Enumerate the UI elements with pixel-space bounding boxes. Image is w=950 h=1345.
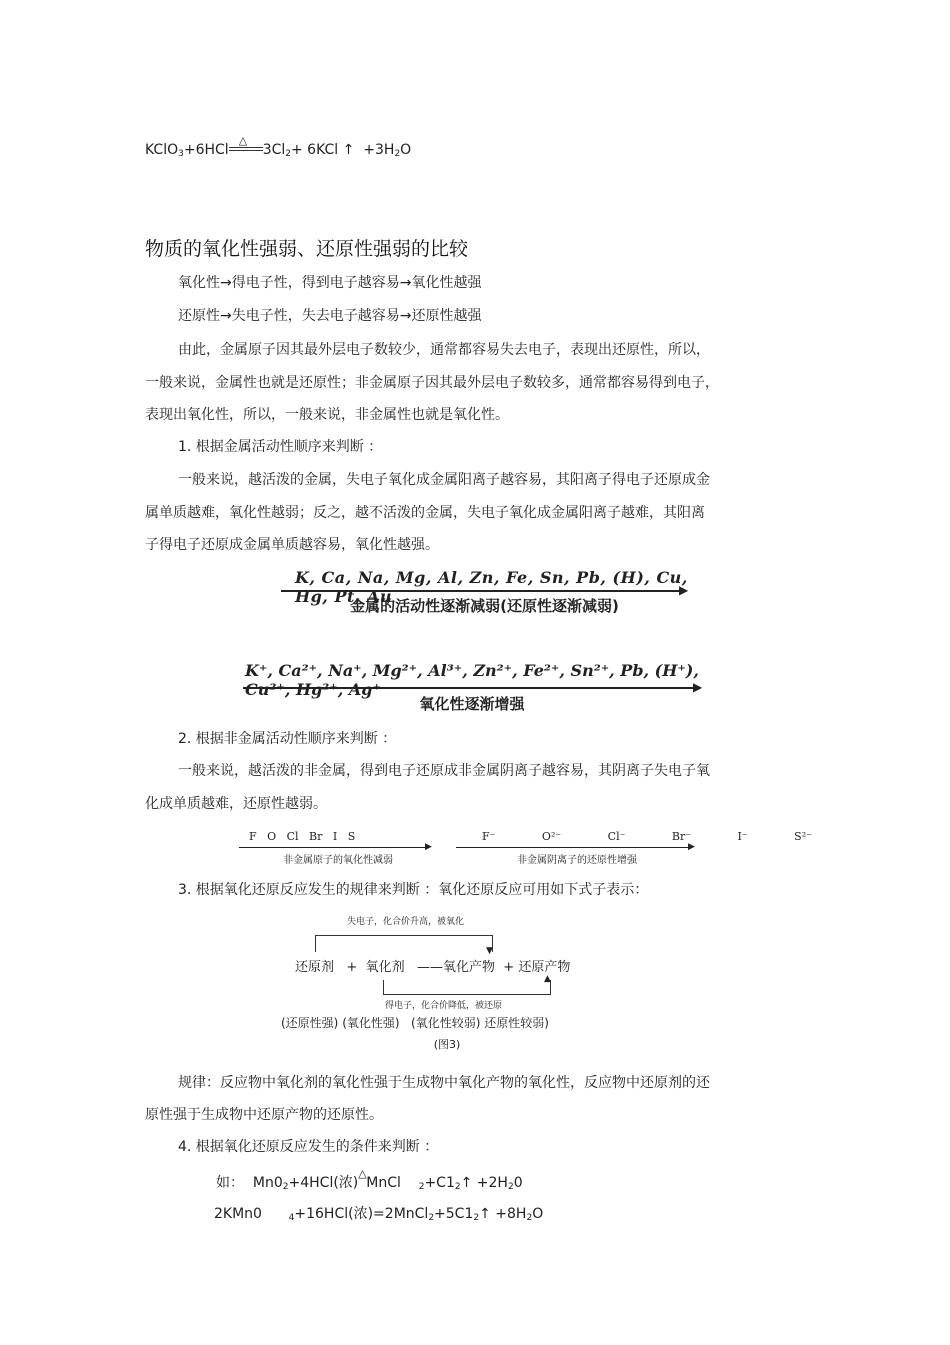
subsection-title: 4. 根据氧化还原反应发生的条件来判断 ： bbox=[178, 1139, 439, 1155]
redox-diagram bbox=[277, 910, 617, 1058]
formula-part: +C1 bbox=[424, 1175, 455, 1191]
paragraph: 规律：反应物中氧化剂的氧化性强于生成物中氧化产物的氧化性，反应物中还原剂的还 bbox=[178, 1075, 710, 1091]
subscript: 2 bbox=[454, 1182, 461, 1192]
paragraph: 原性强于生成物中还原产物的还原性。 bbox=[145, 1107, 383, 1123]
heat-condition: △ bbox=[238, 134, 248, 147]
formula-part: +3H bbox=[363, 142, 395, 158]
heating-arrow bbox=[358, 1167, 367, 1191]
subscript: 2 bbox=[428, 1213, 435, 1223]
formula-part: +4HCl(浓) bbox=[288, 1175, 359, 1191]
top-bracket bbox=[315, 935, 493, 952]
formula-part: MnCl bbox=[366, 1175, 401, 1191]
arrow-up-icon: ▲ bbox=[544, 974, 551, 984]
subscript: 2 bbox=[282, 1182, 289, 1192]
formula-part: +16HCl(浓)=2MnCl bbox=[294, 1206, 429, 1222]
formula-part: +5C1 bbox=[434, 1206, 474, 1222]
paragraph: 一般来说，越活泼的金属，失电子氧化成金属阳离子越容易，其阳离子得电子还原成金 bbox=[178, 472, 710, 488]
arrow-line bbox=[243, 687, 695, 689]
paragraph: 子得电子还原成金属单质越容易，氧化性越强。 bbox=[145, 537, 439, 553]
figure-caption: (图3) bbox=[433, 1038, 461, 1051]
strength-line bbox=[281, 1014, 549, 1031]
paragraph: 属单质越难，氧化性越弱；反之，越不活泼的金属，失电子氧化成金属阳离子越难，其阳离 bbox=[145, 505, 705, 521]
nonmetal-anion-figure bbox=[452, 825, 812, 867]
nonmetal-sequence-label: 非金属原子的氧化性减弱 bbox=[283, 855, 393, 866]
subscript: 4 bbox=[288, 1213, 295, 1223]
arrow-line bbox=[456, 847, 692, 848]
equation-2 bbox=[216, 1167, 523, 1196]
equation-3 bbox=[214, 1205, 543, 1227]
paragraph: 氧化性→得电子性，得到电子越容易→氧化性越强 bbox=[178, 275, 482, 291]
subscript: 2 bbox=[473, 1213, 480, 1223]
strength-label: (还原性强) bbox=[281, 1016, 339, 1030]
formula-part: ↑ +8H bbox=[479, 1206, 527, 1222]
ion-sequence-label: 氧化性逐渐增强 bbox=[419, 695, 525, 713]
formula-part: 0 bbox=[513, 1175, 523, 1191]
metal-activity-figure bbox=[277, 565, 692, 617]
subscript: 2 bbox=[285, 149, 291, 159]
equation-1 bbox=[145, 134, 412, 163]
reductant-label: 还原剂 bbox=[295, 960, 335, 975]
bottom-bracket bbox=[383, 980, 551, 995]
paragraph: 还原性→失电子性，失去电子越容易→还原性越强 bbox=[178, 308, 482, 324]
paragraph: 一般来说，越活泼的非金属，得到电子还原成非金属阴离子越容易，其阴离子失电子氧 bbox=[178, 763, 710, 779]
paragraph: 一般来说，金属性也就是还原性；非金属原子因其最外层电子数较多，通常都容易得到电子， bbox=[145, 375, 719, 391]
nonmetal-atom-figure bbox=[235, 825, 441, 867]
subsection-title: 3. 根据氧化还原反应发生的规律来判断 ：氧化还原反应可用如下式子表示： bbox=[178, 882, 649, 898]
formula-part: KClO bbox=[145, 142, 179, 158]
metal-sequence: K, Ca, Na, Mg, Al, Zn, Fe, Sn, Pb, (H), Cu, Hg, Pt, Au bbox=[295, 568, 688, 606]
formula-part: O bbox=[532, 1206, 544, 1222]
formula-part: O bbox=[400, 142, 412, 158]
nonmetal-sequence: F O Cl Br I S bbox=[249, 830, 356, 843]
formula-part: +6HCl bbox=[183, 142, 229, 158]
plus-sign: + bbox=[503, 960, 515, 975]
arrow-head-icon: ▶ bbox=[425, 842, 432, 852]
subscript: 2 bbox=[394, 149, 401, 159]
formula-part: Mn0 bbox=[252, 1175, 283, 1191]
metal-sequence-label: 金属的活动性逐渐减弱(还原性逐渐减弱) bbox=[350, 597, 619, 615]
subsection-title: 1. 根据金属活动性顺序来判断 ： bbox=[178, 439, 383, 455]
heating-arrow bbox=[229, 134, 263, 158]
formula-part: ↑ +2H bbox=[460, 1175, 508, 1191]
reduction-product-label: 还原产物 bbox=[518, 960, 571, 975]
plus-sign: + bbox=[346, 960, 358, 975]
ion-oxidizing-figure bbox=[241, 656, 703, 714]
paragraph: 由此，金属原子因其最外层电子数较少，通常都容易失去电子，表现出还原性，所以， bbox=[178, 342, 710, 358]
reaction-line bbox=[295, 956, 570, 975]
heat-condition: △ bbox=[358, 1167, 367, 1180]
strength-label: 还原性较弱) bbox=[484, 1016, 549, 1030]
arrow-head-icon: ▶ bbox=[679, 583, 689, 597]
paragraph: 表现出氧化性，所以，一般来说，非金属性也就是氧化性。 bbox=[145, 407, 509, 423]
arrow-down-icon: ▼ bbox=[486, 946, 493, 956]
subscript: 2 bbox=[418, 1182, 425, 1192]
subsection-title: 2. 根据非金属活动性顺序来判断 ： bbox=[178, 731, 397, 747]
arrow-head-icon: ▶ bbox=[688, 842, 695, 852]
section-heading: 物质的氧化性强弱、还原性强弱的比较 bbox=[145, 238, 469, 260]
dash-arrow: —— bbox=[417, 960, 444, 975]
formula-part: + 6KCl ↑ bbox=[291, 142, 355, 158]
arrow-line bbox=[239, 847, 429, 848]
formula-part: 2KMn0 bbox=[214, 1206, 262, 1222]
strength-label: (氧化性强) bbox=[342, 1016, 400, 1030]
subscript: 3 bbox=[178, 149, 184, 159]
bottom-note: 得电子，化合价降低，被还原 bbox=[385, 1001, 503, 1011]
paragraph: 化成单质越难，还原性越弱。 bbox=[145, 796, 327, 812]
top-note: 失电子，化合价升高，被氧化 bbox=[347, 917, 465, 927]
strength-label: (氧化性较弱) bbox=[411, 1016, 481, 1030]
anion-sequence-label: 非金属阴离子的还原性增强 bbox=[517, 855, 637, 866]
arrow-head-icon: ▶ bbox=[693, 680, 703, 694]
ion-sequence: K⁺, Ca²⁺, Na⁺, Mg²⁺, Al³⁺, Zn²⁺, Fe²⁺, Sn²⁺, Pb, (H⁺), Cu²⁺, Hg²⁺, Ag⁺ bbox=[245, 661, 699, 699]
example-prefix: 如： bbox=[216, 1175, 244, 1191]
anion-sequence: F⁻ O²⁻ Cl⁻ Br⁻ I⁻ S²⁻ bbox=[482, 830, 812, 843]
subscript: 2 bbox=[507, 1182, 514, 1192]
subscript: 2 bbox=[526, 1213, 533, 1223]
arrow-line bbox=[281, 590, 683, 592]
oxidation-product-label: 氧化产物 bbox=[443, 960, 496, 975]
oxidant-label: 氧化剂 bbox=[365, 960, 405, 975]
formula-part: 3Cl bbox=[262, 142, 286, 158]
